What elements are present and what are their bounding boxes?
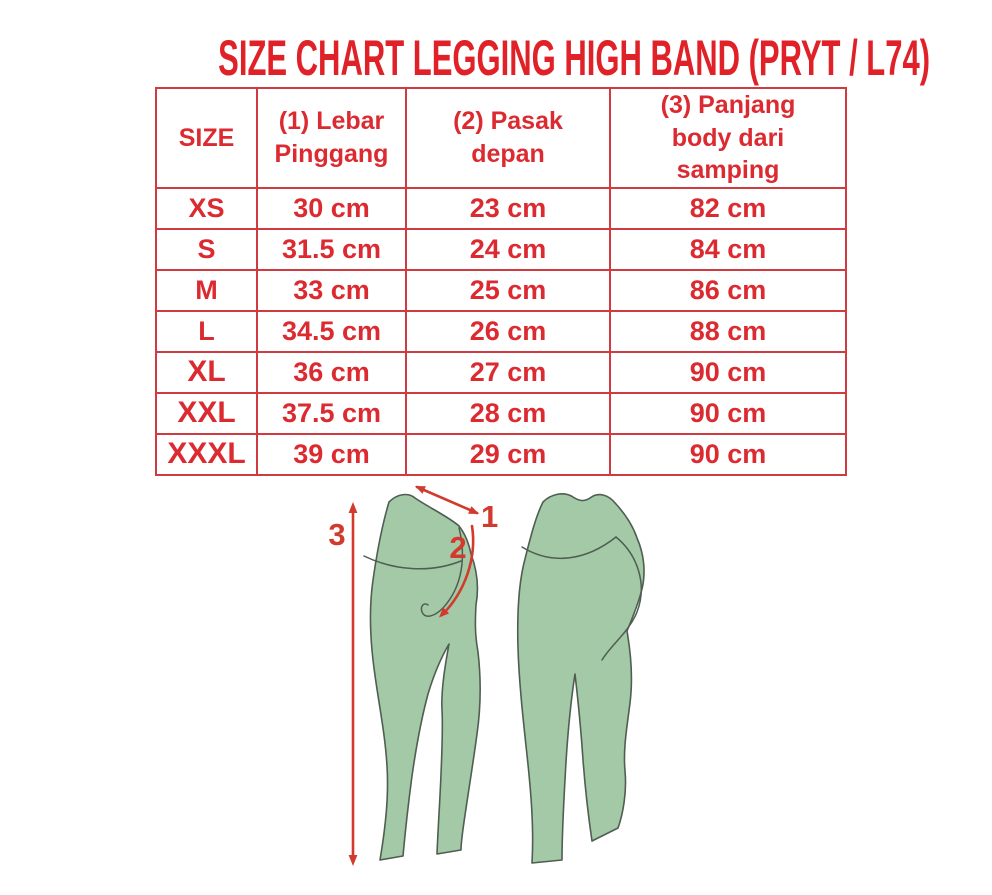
value-cell: 30 cm	[257, 188, 406, 229]
table-row	[156, 393, 846, 434]
size-cell: L	[156, 311, 257, 352]
size-cell: XL	[156, 352, 257, 393]
size-cell: M	[156, 270, 257, 311]
value-cell: 34.5 cm	[257, 311, 406, 352]
header-size: SIZE	[156, 88, 257, 188]
size-table	[155, 87, 847, 476]
value-cell: 36 cm	[257, 352, 406, 393]
table-row	[156, 311, 846, 352]
label-2: 2	[449, 530, 467, 565]
value-cell: 90 cm	[610, 393, 846, 434]
value-cell: 26 cm	[406, 311, 610, 352]
value-cell: 23 cm	[406, 188, 610, 229]
header-row	[156, 88, 846, 188]
header-pasak-depan: (2) Pasak depan	[406, 88, 610, 188]
value-cell: 29 cm	[406, 434, 610, 475]
value-cell: 33 cm	[257, 270, 406, 311]
table-row	[156, 352, 846, 393]
header-panjang-body: (3) Panjang body dari samping	[610, 88, 846, 188]
legging-back-illustration	[518, 494, 644, 863]
table-row	[156, 434, 846, 475]
label-3: 3	[328, 517, 346, 552]
size-cell: XS	[156, 188, 257, 229]
value-cell: 90 cm	[610, 352, 846, 393]
value-cell: 28 cm	[406, 393, 610, 434]
value-cell: 88 cm	[610, 311, 846, 352]
label-1: 1	[481, 499, 499, 534]
legging-measurement-diagram	[325, 478, 675, 890]
arrow-3-head-top	[349, 502, 358, 513]
value-cell: 31.5 cm	[257, 229, 406, 270]
table-row	[156, 270, 846, 311]
value-cell: 27 cm	[406, 352, 610, 393]
value-cell: 84 cm	[610, 229, 846, 270]
value-cell: 90 cm	[610, 434, 846, 475]
legging-diagram-svg	[325, 478, 675, 890]
table-row	[156, 188, 846, 229]
value-cell: 82 cm	[610, 188, 846, 229]
size-cell: S	[156, 229, 257, 270]
page-title	[0, 30, 992, 86]
size-cell: XXXL	[156, 434, 257, 475]
value-cell: 39 cm	[257, 434, 406, 475]
value-cell: 86 cm	[610, 270, 846, 311]
value-cell: 25 cm	[406, 270, 610, 311]
value-cell: 37.5 cm	[257, 393, 406, 434]
size-cell: XXL	[156, 393, 257, 434]
header-lebar-pinggang: (1) Lebar Pinggang	[257, 88, 406, 188]
page-title-text: SIZE CHART LEGGING HIGH BAND (PRYT / L74)	[218, 30, 931, 86]
table-row	[156, 229, 846, 270]
arrow-3-head-bottom	[349, 855, 358, 866]
value-cell: 24 cm	[406, 229, 610, 270]
